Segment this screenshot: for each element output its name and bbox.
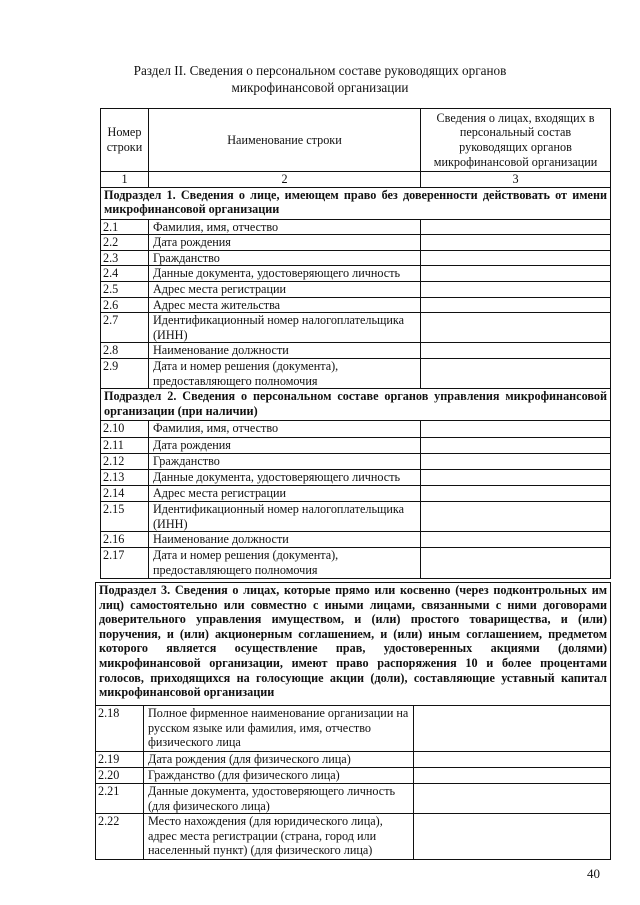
row-number: 2.18 bbox=[96, 706, 144, 752]
row-value-cell[interactable] bbox=[421, 470, 611, 486]
header-info: Сведения о лицах, входящих в персональный состав руководящих органов микрофинансовой организации bbox=[421, 109, 611, 172]
row-value-cell[interactable] bbox=[421, 486, 611, 502]
row-value-cell[interactable] bbox=[414, 784, 611, 814]
page-number: 40 bbox=[587, 866, 600, 881]
row-value-cell[interactable] bbox=[421, 343, 611, 359]
row-value-cell[interactable] bbox=[421, 438, 611, 454]
table-header-row bbox=[101, 109, 611, 172]
row-name: Гражданство bbox=[149, 250, 421, 266]
row-name: Адрес места регистрации bbox=[149, 486, 421, 502]
row-name: Дата и номер решения (документа), предоставляющего полномочия bbox=[149, 358, 421, 388]
row-number: 2.14 bbox=[101, 486, 149, 502]
row-value-cell[interactable] bbox=[421, 281, 611, 297]
table-row bbox=[101, 532, 611, 548]
row-name: Идентификационный номер налогоплательщика (ИНН) bbox=[149, 502, 421, 532]
row-number: 2.7 bbox=[101, 313, 149, 343]
row-name: Гражданство (для физического лица) bbox=[144, 768, 414, 784]
row-number: 2.4 bbox=[101, 266, 149, 282]
row-value-cell[interactable] bbox=[414, 814, 611, 860]
subsection-1-rows bbox=[101, 219, 611, 389]
index-cell: 2 bbox=[149, 172, 421, 188]
row-name: Дата рождения (для физического лица) bbox=[144, 752, 414, 768]
row-value-cell[interactable] bbox=[421, 532, 611, 548]
table-row bbox=[101, 548, 611, 578]
table-row bbox=[101, 266, 611, 282]
row-number: 2.15 bbox=[101, 502, 149, 532]
table-row bbox=[101, 454, 611, 470]
row-number: 2.6 bbox=[101, 297, 149, 313]
subsection-3-row bbox=[96, 583, 611, 706]
table-row bbox=[101, 297, 611, 313]
subsection-1-row bbox=[101, 187, 611, 219]
subsection-3-title: Подраздел 3. Сведения о лицах, которые прямо или косвенно (через подконтрольных им лиц) самостоятельно или совместно с иными лицами, связанными с ними договорами доверительного управления имуществом, и (или) простого товарищества, и (или) поручения, и (или) акционерным соглашением, и (или) иным соглашением, предметом которого является осуществление прав, удостоверенных акциями (долями) микрофинансовой организации, имеют право распоряжения 10 и более процентами голосов, приходящихся на голосующие акции (доли), составляющие уставный капитал микрофинансовой организации bbox=[96, 583, 611, 706]
row-name: Наименование должности bbox=[149, 532, 421, 548]
index-cell: 1 bbox=[101, 172, 149, 188]
row-number: 2.20 bbox=[96, 768, 144, 784]
subsection-2-rows bbox=[101, 421, 611, 578]
row-value-cell[interactable] bbox=[421, 358, 611, 388]
row-number: 2.5 bbox=[101, 281, 149, 297]
row-value-cell[interactable] bbox=[414, 768, 611, 784]
row-name: Данные документа, удостоверяющего личность bbox=[149, 266, 421, 282]
subsection-1-title: Подраздел 1. Сведения о лице, имеющем право без доверенности действовать от имени микрофинансовой организации bbox=[101, 187, 611, 219]
row-value-cell[interactable] bbox=[421, 421, 611, 438]
row-value-cell[interactable] bbox=[421, 502, 611, 532]
row-name: Дата рождения bbox=[149, 438, 421, 454]
table-row bbox=[101, 250, 611, 266]
column-index-row bbox=[101, 172, 611, 188]
row-number: 2.22 bbox=[96, 814, 144, 860]
table-row bbox=[101, 470, 611, 486]
table-row bbox=[101, 235, 611, 251]
row-name: Данные документа, удостоверяющего личность (для физического лица) bbox=[144, 784, 414, 814]
row-name: Адрес места жительства bbox=[149, 297, 421, 313]
row-value-cell[interactable] bbox=[421, 266, 611, 282]
table-row bbox=[101, 486, 611, 502]
row-number: 2.21 bbox=[96, 784, 144, 814]
subsection-2-title: Подраздел 2. Сведения о персональном составе органов управления микрофинансовой организации (при наличии) bbox=[101, 389, 611, 421]
subsection-3-rows bbox=[96, 706, 611, 860]
row-value-cell[interactable] bbox=[421, 454, 611, 470]
row-value-cell[interactable] bbox=[421, 235, 611, 251]
table-row bbox=[96, 814, 611, 860]
row-number: 2.17 bbox=[101, 548, 149, 578]
table-row bbox=[96, 784, 611, 814]
table-row bbox=[96, 768, 611, 784]
row-name: Адрес места регистрации bbox=[149, 281, 421, 297]
table-part-1 bbox=[100, 108, 611, 579]
row-value-cell[interactable] bbox=[421, 219, 611, 235]
row-number: 2.1 bbox=[101, 219, 149, 235]
table-row bbox=[101, 438, 611, 454]
section-title bbox=[0, 62, 640, 96]
row-value-cell[interactable] bbox=[421, 297, 611, 313]
header-name: Наименование строки bbox=[149, 109, 421, 172]
subsection-2-row bbox=[101, 389, 611, 421]
table-row bbox=[101, 219, 611, 235]
row-value-cell[interactable] bbox=[421, 250, 611, 266]
row-number: 2.13 bbox=[101, 470, 149, 486]
row-number: 2.11 bbox=[101, 438, 149, 454]
row-number: 2.8 bbox=[101, 343, 149, 359]
table-row bbox=[101, 502, 611, 532]
row-number: 2.12 bbox=[101, 454, 149, 470]
row-name: Гражданство bbox=[149, 454, 421, 470]
row-name: Место нахождения (для юридического лица), адрес места регистрации (страна, город или населенный пункт) (для физического лица) bbox=[144, 814, 414, 860]
table-row bbox=[101, 358, 611, 388]
row-number: 2.3 bbox=[101, 250, 149, 266]
row-name: Дата рождения bbox=[149, 235, 421, 251]
row-number: 2.19 bbox=[96, 752, 144, 768]
row-value-cell[interactable] bbox=[414, 752, 611, 768]
table-row bbox=[101, 343, 611, 359]
table-row bbox=[101, 313, 611, 343]
row-number: 2.2 bbox=[101, 235, 149, 251]
row-name: Фамилия, имя, отчество bbox=[149, 219, 421, 235]
row-name: Дата и номер решения (документа), предоставляющего полномочия bbox=[149, 548, 421, 578]
section-title-line-1: Раздел II. Сведения о персональном составе руководящих органов bbox=[133, 63, 507, 78]
row-name: Наименование должности bbox=[149, 343, 421, 359]
row-value-cell[interactable] bbox=[421, 548, 611, 578]
table-part-2 bbox=[95, 582, 611, 860]
row-value-cell[interactable] bbox=[421, 313, 611, 343]
row-number: 2.16 bbox=[101, 532, 149, 548]
table-row bbox=[96, 752, 611, 768]
row-name: Фамилия, имя, отчество bbox=[149, 421, 421, 438]
header-number: Номер строки bbox=[101, 109, 149, 172]
table-row bbox=[101, 421, 611, 438]
row-name: Идентификационный номер налогоплательщика (ИНН) bbox=[149, 313, 421, 343]
table-row bbox=[101, 281, 611, 297]
row-value-cell[interactable] bbox=[414, 706, 611, 752]
section-title-line-2: микрофинансовой организации bbox=[231, 80, 409, 95]
row-name: Данные документа, удостоверяющего личность bbox=[149, 470, 421, 486]
row-number: 2.9 bbox=[101, 358, 149, 388]
table-row bbox=[96, 706, 611, 752]
row-number: 2.10 bbox=[101, 421, 149, 438]
index-cell: 3 bbox=[421, 172, 611, 188]
row-name: Полное фирменное наименование организации на русском языке или фамилия, имя, отчество физического лица bbox=[144, 706, 414, 752]
